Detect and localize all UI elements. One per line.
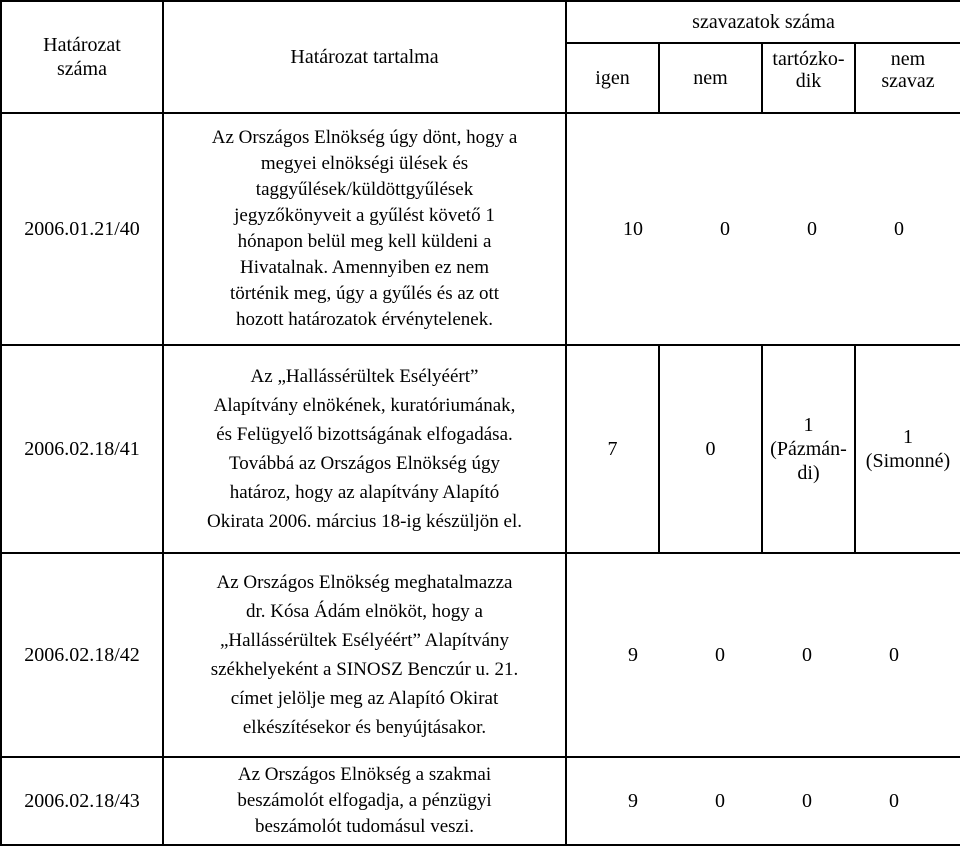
header-vote-line: igen [595, 67, 630, 89]
vote-not-voting [855, 345, 960, 553]
header-votes-group: szavazatok száma [566, 1, 960, 43]
table-row [1, 113, 960, 345]
content-line: történik meg, úgy a gyűlés és az ott [229, 283, 500, 304]
resolution-number: 2006.02.18/43 [1, 757, 163, 845]
content-line: Az Országos Elnökség úgy dönt, hogy a [211, 127, 518, 148]
content-line: elkészítésekor és benyújtásakor. [242, 717, 487, 738]
header-number-line: Határozat [43, 34, 121, 56]
header-vote-no [659, 43, 762, 113]
resolution-content [163, 553, 566, 757]
table-row [1, 345, 960, 553]
header-content: Határozat tartalma [163, 1, 566, 113]
content-line: beszámolót elfogadja, a pénzügyi [237, 790, 492, 811]
resolution-content [163, 345, 566, 553]
vote-value: (Pázmán- [770, 438, 847, 460]
header-vote-line: tartózko- [772, 48, 845, 70]
resolution-content [163, 757, 566, 845]
resolution-number: 2006.02.18/41 [1, 345, 163, 553]
header-vote-line: dik [795, 70, 822, 92]
vote-value: di) [797, 462, 820, 484]
header-vote-line: szavaz [881, 70, 935, 92]
vote-yes [566, 345, 659, 553]
vote-value: 1 [903, 426, 913, 448]
vote-counts [566, 113, 960, 345]
content-line: beszámolót tudomásul veszi. [255, 816, 474, 837]
content-line: Hivatalnak. Amennyiben ez nem [239, 257, 490, 278]
content-line: hozott határozatok érvénytelenek. [236, 309, 493, 330]
content-line: megyei elnökségi ülések és [260, 153, 469, 174]
resolution-content [163, 113, 566, 345]
vote-counts-text: 9 0 0 0 [628, 790, 899, 812]
table-row [1, 553, 960, 757]
content-line: határoz, hogy az alapítvány Alapító [229, 482, 500, 503]
vote-value: 7 [607, 438, 618, 460]
vote-no [659, 345, 762, 553]
header-number [1, 1, 163, 113]
header-number-line: száma [57, 58, 107, 80]
content-line: hónapon belül meg kell küldeni a [237, 231, 492, 252]
content-line: Az Országos Elnökség a szakmai [237, 764, 492, 785]
content-line: dr. Kósa Ádám elnököt, hogy a [246, 601, 483, 622]
content-line: Alapítvány elnökének, kuratóriumának, [213, 395, 516, 416]
content-line: Az „Hallássérültek Esélyéért” [250, 366, 479, 387]
header-vote-line: nem [890, 48, 926, 70]
content-line: címet jelölje meg az Alapító Okirat [230, 688, 499, 709]
vote-abstain [762, 345, 855, 553]
header-vote-abstain [762, 43, 855, 113]
table-row [1, 757, 960, 845]
content-line: taggyűlések/küldöttgyűlések [255, 179, 474, 200]
content-line: Továbbá az Országos Elnökség úgy [229, 453, 500, 474]
header-vote-not-voting [855, 43, 960, 113]
resolution-number: 2006.01.21/40 [1, 113, 163, 345]
vote-value: 0 [705, 438, 716, 460]
content-line: és Felügyelő bizottságának elfogadása. [216, 424, 513, 445]
content-line: Az Országos Elnökség meghatalmazza [216, 572, 513, 593]
vote-value: 1 [803, 414, 814, 436]
content-line: „Hallássérültek Esélyéért” Alapítvány [219, 630, 510, 651]
header-row-1 [1, 1, 960, 43]
vote-counts-text: 10 0 0 0 [623, 218, 904, 240]
vote-counts [566, 757, 960, 845]
content-line: jegyzőkönyveit a gyűlést követő 1 [234, 205, 495, 226]
vote-counts [566, 553, 960, 757]
content-line: székhelyeként a SINOSZ Benczúr u. 21. [210, 659, 519, 680]
vote-counts-text: 9 0 0 0 [628, 644, 899, 666]
vote-value: (Simonné) [865, 450, 951, 472]
header-vote-line: nem [693, 67, 728, 89]
content-line: Okirata 2006. március 18-ig készüljön el. [206, 511, 522, 532]
resolution-number: 2006.02.18/42 [1, 553, 163, 757]
header-vote-yes [566, 43, 659, 113]
